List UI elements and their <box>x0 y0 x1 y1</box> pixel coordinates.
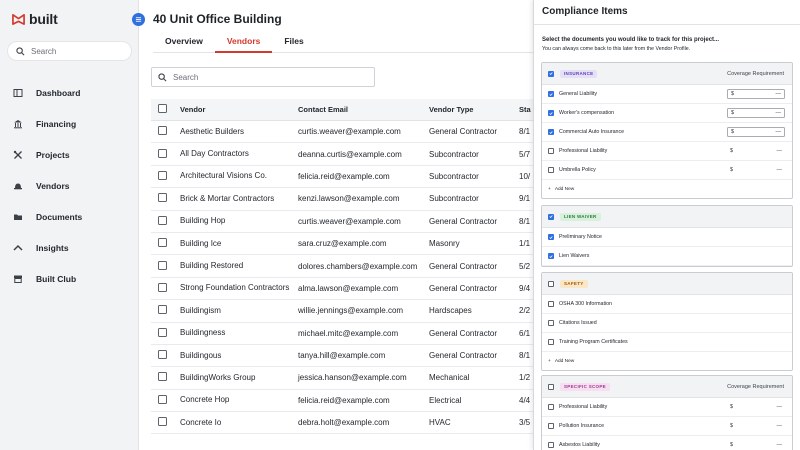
sidebar-item-label: Documents <box>36 211 83 222</box>
start-date: 1/1 <box>519 239 531 249</box>
compliance-item[interactable] <box>542 417 792 436</box>
logo[interactable] <box>12 11 58 27</box>
row-checkbox-cell <box>151 126 180 137</box>
start-date: 8/1 <box>519 216 531 226</box>
vendor-name[interactable]: Aesthetic Builders <box>180 126 245 136</box>
panel-title: Compliance Items <box>534 0 800 25</box>
item-checkbox[interactable] <box>548 148 554 154</box>
row-checkbox[interactable] <box>158 216 167 225</box>
item-checkbox[interactable] <box>548 320 554 326</box>
coverage-amount-input <box>727 146 785 156</box>
row-checkbox-cell <box>151 171 180 182</box>
vendor-name[interactable]: Building Hop <box>180 216 226 226</box>
contact-email: tanya.hill@example.com <box>298 351 386 361</box>
compliance-item[interactable] <box>542 436 792 450</box>
compliance-item[interactable] <box>542 295 792 314</box>
contact-email: michael.mitc@example.com <box>298 328 399 338</box>
item-checkbox[interactable] <box>548 404 554 410</box>
sidebar-item-label: Projects <box>36 149 70 160</box>
menu-collapse-icon <box>135 16 142 23</box>
item-label: Asbestos Liability <box>559 442 600 448</box>
table-row[interactable] <box>151 211 533 233</box>
currency-symbol: $ <box>731 91 735 97</box>
tab-files[interactable]: Files <box>284 36 304 46</box>
row-checkbox[interactable] <box>158 305 167 314</box>
row-checkbox[interactable] <box>158 171 167 180</box>
hardhat-icon <box>13 181 23 191</box>
start-date: 3/5 <box>519 418 531 428</box>
select-all-checkbox[interactable] <box>158 104 167 113</box>
item-checkbox[interactable] <box>548 91 554 97</box>
sidebar-search-input[interactable] <box>31 47 121 56</box>
vendor-name[interactable]: Buildingism <box>180 305 221 315</box>
vendor-name[interactable]: Concrete Io <box>180 417 222 427</box>
start-date: 8/1 <box>519 351 531 361</box>
table-row[interactable] <box>151 345 533 367</box>
row-checkbox[interactable] <box>158 149 167 158</box>
sidebar-item-label: Insights <box>36 242 69 253</box>
coverage-amount-input <box>727 402 785 412</box>
contact-email: sara.cruz@example.com <box>298 239 387 249</box>
insights-icon <box>13 243 23 253</box>
row-checkbox[interactable] <box>158 372 167 381</box>
item-label: Umbrella Policy <box>559 167 596 173</box>
row-checkbox[interactable] <box>158 417 167 426</box>
start-date: 9/1 <box>519 194 531 204</box>
item-checkbox[interactable] <box>548 301 554 307</box>
row-checkbox-cell <box>151 350 180 361</box>
dashboard-icon <box>13 88 23 98</box>
vendor-name[interactable]: Building Restored <box>180 261 244 271</box>
row-checkbox[interactable] <box>158 238 167 247</box>
compliance-section <box>541 375 793 450</box>
column-header-type[interactable]: Vendor Type <box>429 105 474 114</box>
currency-symbol: $ <box>730 442 734 448</box>
coverage-amount-input[interactable] <box>727 108 785 118</box>
sidebar-item-financing[interactable] <box>0 108 139 139</box>
coverage-amount-input <box>727 440 785 450</box>
compliance-item[interactable] <box>542 104 792 123</box>
item-label: Lien Waivers <box>559 253 590 259</box>
vendor-name[interactable]: Strong Foundation Contractors <box>180 283 290 293</box>
vendor-type: Mechanical <box>429 373 470 383</box>
contact-email: dolores.chambers@example.com <box>298 261 418 271</box>
coverage-placeholder: — <box>775 129 781 135</box>
compliance-item[interactable] <box>542 314 792 333</box>
vendor-name[interactable]: Buildingous <box>180 350 222 360</box>
row-checkbox-cell <box>151 193 180 204</box>
row-checkbox-cell <box>151 216 180 227</box>
vendor-name[interactable]: Building Ice <box>180 238 222 248</box>
search-icon <box>16 47 25 56</box>
contact-email: kenzi.lawson@example.com <box>298 194 400 204</box>
row-checkbox-cell <box>151 417 180 428</box>
section-badge: SPECIFIC SCOPE <box>560 383 610 391</box>
item-checkbox[interactable] <box>548 339 554 345</box>
coverage-amount-input[interactable] <box>727 89 785 99</box>
item-label: Worker's compensation <box>559 110 615 116</box>
row-checkbox-cell <box>151 238 180 249</box>
compliance-item[interactable] <box>542 123 792 142</box>
coverage-amount-input <box>727 421 785 431</box>
compliance-item[interactable] <box>542 161 792 180</box>
vendor-name[interactable]: All Day Contractors <box>180 149 249 159</box>
compliance-item[interactable] <box>542 333 792 352</box>
coverage-placeholder: — <box>776 167 782 173</box>
compliance-item[interactable] <box>542 247 792 266</box>
vendor-name[interactable]: Concrete Hop <box>180 395 230 405</box>
sidebar-nav <box>0 77 139 294</box>
sidebar-item-built-club[interactable] <box>0 263 139 294</box>
row-checkbox[interactable] <box>158 283 167 292</box>
coverage-placeholder: — <box>776 442 782 448</box>
section-header <box>542 273 792 295</box>
sidebar-item-projects[interactable] <box>0 139 139 170</box>
built-logo-icon <box>12 13 25 26</box>
row-checkbox-cell <box>151 395 180 406</box>
collapse-sidebar-button[interactable] <box>132 13 145 26</box>
sidebar-item-dashboard[interactable] <box>0 77 139 108</box>
vendor-table <box>151 99 533 434</box>
table-row[interactable] <box>151 278 533 300</box>
table-row[interactable] <box>151 367 533 389</box>
table-row[interactable] <box>151 300 533 322</box>
compliance-item[interactable] <box>542 85 792 104</box>
start-date: 5/7 <box>519 149 531 159</box>
add-new-label: Add New <box>554 186 575 192</box>
currency-symbol: $ <box>731 129 735 135</box>
vendor-type: General Contractor <box>429 351 498 361</box>
currency-symbol: $ <box>730 404 734 410</box>
sidebar-item-insights[interactable] <box>0 232 139 263</box>
vendor-type: Masonry <box>429 239 460 249</box>
table-row[interactable] <box>151 143 533 165</box>
table-header <box>151 99 533 121</box>
section-badge: INSURANCE <box>560 70 597 78</box>
vendor-type: General Contractor <box>429 216 498 226</box>
currency-symbol: $ <box>730 167 734 173</box>
contact-email: curtis.weaver@example.com <box>298 127 401 137</box>
vendor-name[interactable]: Buildingness <box>180 328 226 338</box>
vendor-type: HVAC <box>429 418 451 428</box>
sidebar-item-label: Built Club <box>36 273 77 284</box>
item-label: Pollution Insurance <box>559 423 605 429</box>
coverage-requirement-header: Coverage Requirement <box>727 70 784 77</box>
row-checkbox-cell <box>151 261 180 272</box>
item-checkbox[interactable] <box>548 234 554 240</box>
sidebar-search[interactable] <box>7 41 132 61</box>
row-checkbox-cell <box>151 149 180 160</box>
item-label: Commercial Auto Insurance <box>559 129 625 135</box>
start-date: 5/2 <box>519 261 531 271</box>
vendor-name[interactable]: BuildingWorks Group <box>180 372 256 382</box>
coverage-placeholder: — <box>776 148 782 154</box>
section-checkbox[interactable] <box>548 281 554 287</box>
item-label: Preliminary Notice <box>559 234 602 240</box>
plus-icon: + <box>548 186 551 192</box>
row-checkbox-cell <box>151 305 180 316</box>
compliance-section <box>541 62 793 199</box>
item-checkbox[interactable] <box>548 167 554 173</box>
compliance-item[interactable] <box>542 398 792 417</box>
contact-email: curtis.weaver@example.com <box>298 216 401 226</box>
contact-email: willie.jennings@example.com <box>298 306 404 316</box>
section-checkbox[interactable] <box>548 71 554 77</box>
tools-icon <box>13 150 23 160</box>
section-checkbox[interactable] <box>548 214 554 220</box>
add-new-button[interactable] <box>542 352 792 370</box>
sidebar-item-vendors[interactable] <box>0 170 139 201</box>
start-date: 8/1 <box>519 127 531 137</box>
sidebar <box>0 0 139 450</box>
tab-bar <box>153 33 533 53</box>
table-row[interactable] <box>151 121 533 143</box>
contact-email: felicia.reid@example.com <box>298 171 390 181</box>
compliance-item[interactable] <box>542 142 792 161</box>
start-date: 1/2 <box>519 373 531 383</box>
section-badge: SAFETY <box>560 280 588 288</box>
start-date: 6/1 <box>519 328 531 338</box>
coverage-placeholder: — <box>776 404 782 410</box>
table-row[interactable] <box>151 412 533 434</box>
row-checkbox-cell <box>151 372 180 383</box>
coverage-amount-input[interactable] <box>727 127 785 137</box>
row-checkbox-cell <box>151 328 180 339</box>
item-checkbox[interactable] <box>548 442 554 448</box>
row-checkbox[interactable] <box>158 328 167 337</box>
table-body <box>151 121 533 434</box>
item-label: Training Program Certificates <box>559 339 628 345</box>
item-label: General Liability <box>559 91 597 97</box>
row-checkbox[interactable] <box>158 193 167 202</box>
panel-instruction: Select the documents you would like to track for this project... <box>542 37 720 43</box>
section-badge: LIEN WAIVER <box>560 213 601 221</box>
tab-vendors[interactable]: Vendors <box>215 33 273 53</box>
item-label: Professional Liability <box>559 404 608 410</box>
bank-icon <box>13 119 23 129</box>
section-header <box>542 206 792 228</box>
page-title: 40 Unit Office Building <box>153 12 282 26</box>
currency-symbol: $ <box>731 110 735 116</box>
store-icon <box>13 274 23 284</box>
table-row[interactable] <box>151 323 533 345</box>
row-checkbox[interactable] <box>158 261 167 270</box>
start-date: 2/2 <box>519 306 531 316</box>
vendor-type: Subcontractor <box>429 149 479 159</box>
plus-icon: + <box>548 358 551 364</box>
table-row[interactable] <box>151 390 533 412</box>
coverage-placeholder: — <box>776 423 782 429</box>
tab-overview[interactable]: Overview <box>165 36 203 46</box>
coverage-amount-input <box>727 165 785 175</box>
coverage-placeholder: — <box>775 110 781 116</box>
table-row[interactable] <box>151 188 533 210</box>
row-checkbox[interactable] <box>158 350 167 359</box>
contact-email: alma.lawson@example.com <box>298 283 399 293</box>
vendor-type: General Contractor <box>429 328 498 338</box>
row-checkbox-cell <box>151 283 180 294</box>
contact-email: debra.holt@example.com <box>298 418 390 428</box>
item-label: Citations Issued <box>559 320 597 326</box>
vendor-type: General Contractor <box>429 283 498 293</box>
vendor-type: Subcontractor <box>429 194 479 204</box>
start-date: 10/ <box>519 171 531 181</box>
vendor-name[interactable]: Brick & Mortar Contractors <box>180 193 275 203</box>
sidebar-item-label: Financing <box>36 118 77 129</box>
contact-email: jessica.hanson@example.com <box>298 373 407 383</box>
table-row[interactable] <box>151 233 533 255</box>
item-checkbox[interactable] <box>548 129 554 135</box>
item-checkbox[interactable] <box>548 110 554 116</box>
folder-icon <box>13 212 23 222</box>
table-row[interactable] <box>151 166 533 188</box>
vendor-name[interactable]: Architectural Visions Co. <box>180 171 267 181</box>
row-checkbox[interactable] <box>158 126 167 135</box>
section-header <box>542 376 792 398</box>
column-header-vendor[interactable]: Vendor <box>180 104 206 114</box>
item-checkbox[interactable] <box>548 253 554 259</box>
currency-symbol: $ <box>730 423 734 429</box>
vendor-type: Electrical <box>429 395 462 405</box>
add-new-button[interactable] <box>542 180 792 198</box>
vendor-search-input[interactable] <box>173 73 363 82</box>
currency-symbol: $ <box>730 148 734 154</box>
column-header-email[interactable]: Contact Email <box>298 105 349 114</box>
coverage-requirement-header: Coverage Requirement <box>727 383 784 390</box>
logo-text: built <box>29 11 58 27</box>
sidebar-item-label: Vendors <box>36 180 70 191</box>
contact-email: felicia.reid@example.com <box>298 395 390 405</box>
sidebar-item-documents[interactable] <box>0 201 139 232</box>
section-checkbox[interactable] <box>548 384 554 390</box>
contact-email: deanna.curtis@example.com <box>298 149 402 159</box>
compliance-item[interactable] <box>542 228 792 247</box>
table-row[interactable] <box>151 255 533 277</box>
vendor-type: Hardscapes <box>429 306 472 316</box>
sidebar-item-label: Dashboard <box>36 87 81 98</box>
vendor-type: General Contractor <box>429 261 498 271</box>
row-checkbox[interactable] <box>158 395 167 404</box>
item-label: OSHA 300 Information <box>559 301 612 307</box>
start-date: 9/4 <box>519 283 531 293</box>
vendor-type: Subcontractor <box>429 171 479 181</box>
compliance-section <box>541 205 793 267</box>
item-label: Professional Liability <box>559 148 608 154</box>
coverage-placeholder: — <box>775 91 781 97</box>
search-icon <box>158 73 167 82</box>
section-header <box>542 63 792 85</box>
panel-subinstruction: You can always come back to this later from the Vendor Profile. <box>542 46 691 52</box>
vendor-search[interactable] <box>151 67 375 87</box>
add-new-label: Add New <box>554 358 575 364</box>
vendor-type: General Contractor <box>429 127 498 137</box>
column-header-start[interactable]: Sta <box>519 105 531 114</box>
item-checkbox[interactable] <box>548 423 554 429</box>
start-date: 4/4 <box>519 395 531 405</box>
compliance-section <box>541 272 793 371</box>
